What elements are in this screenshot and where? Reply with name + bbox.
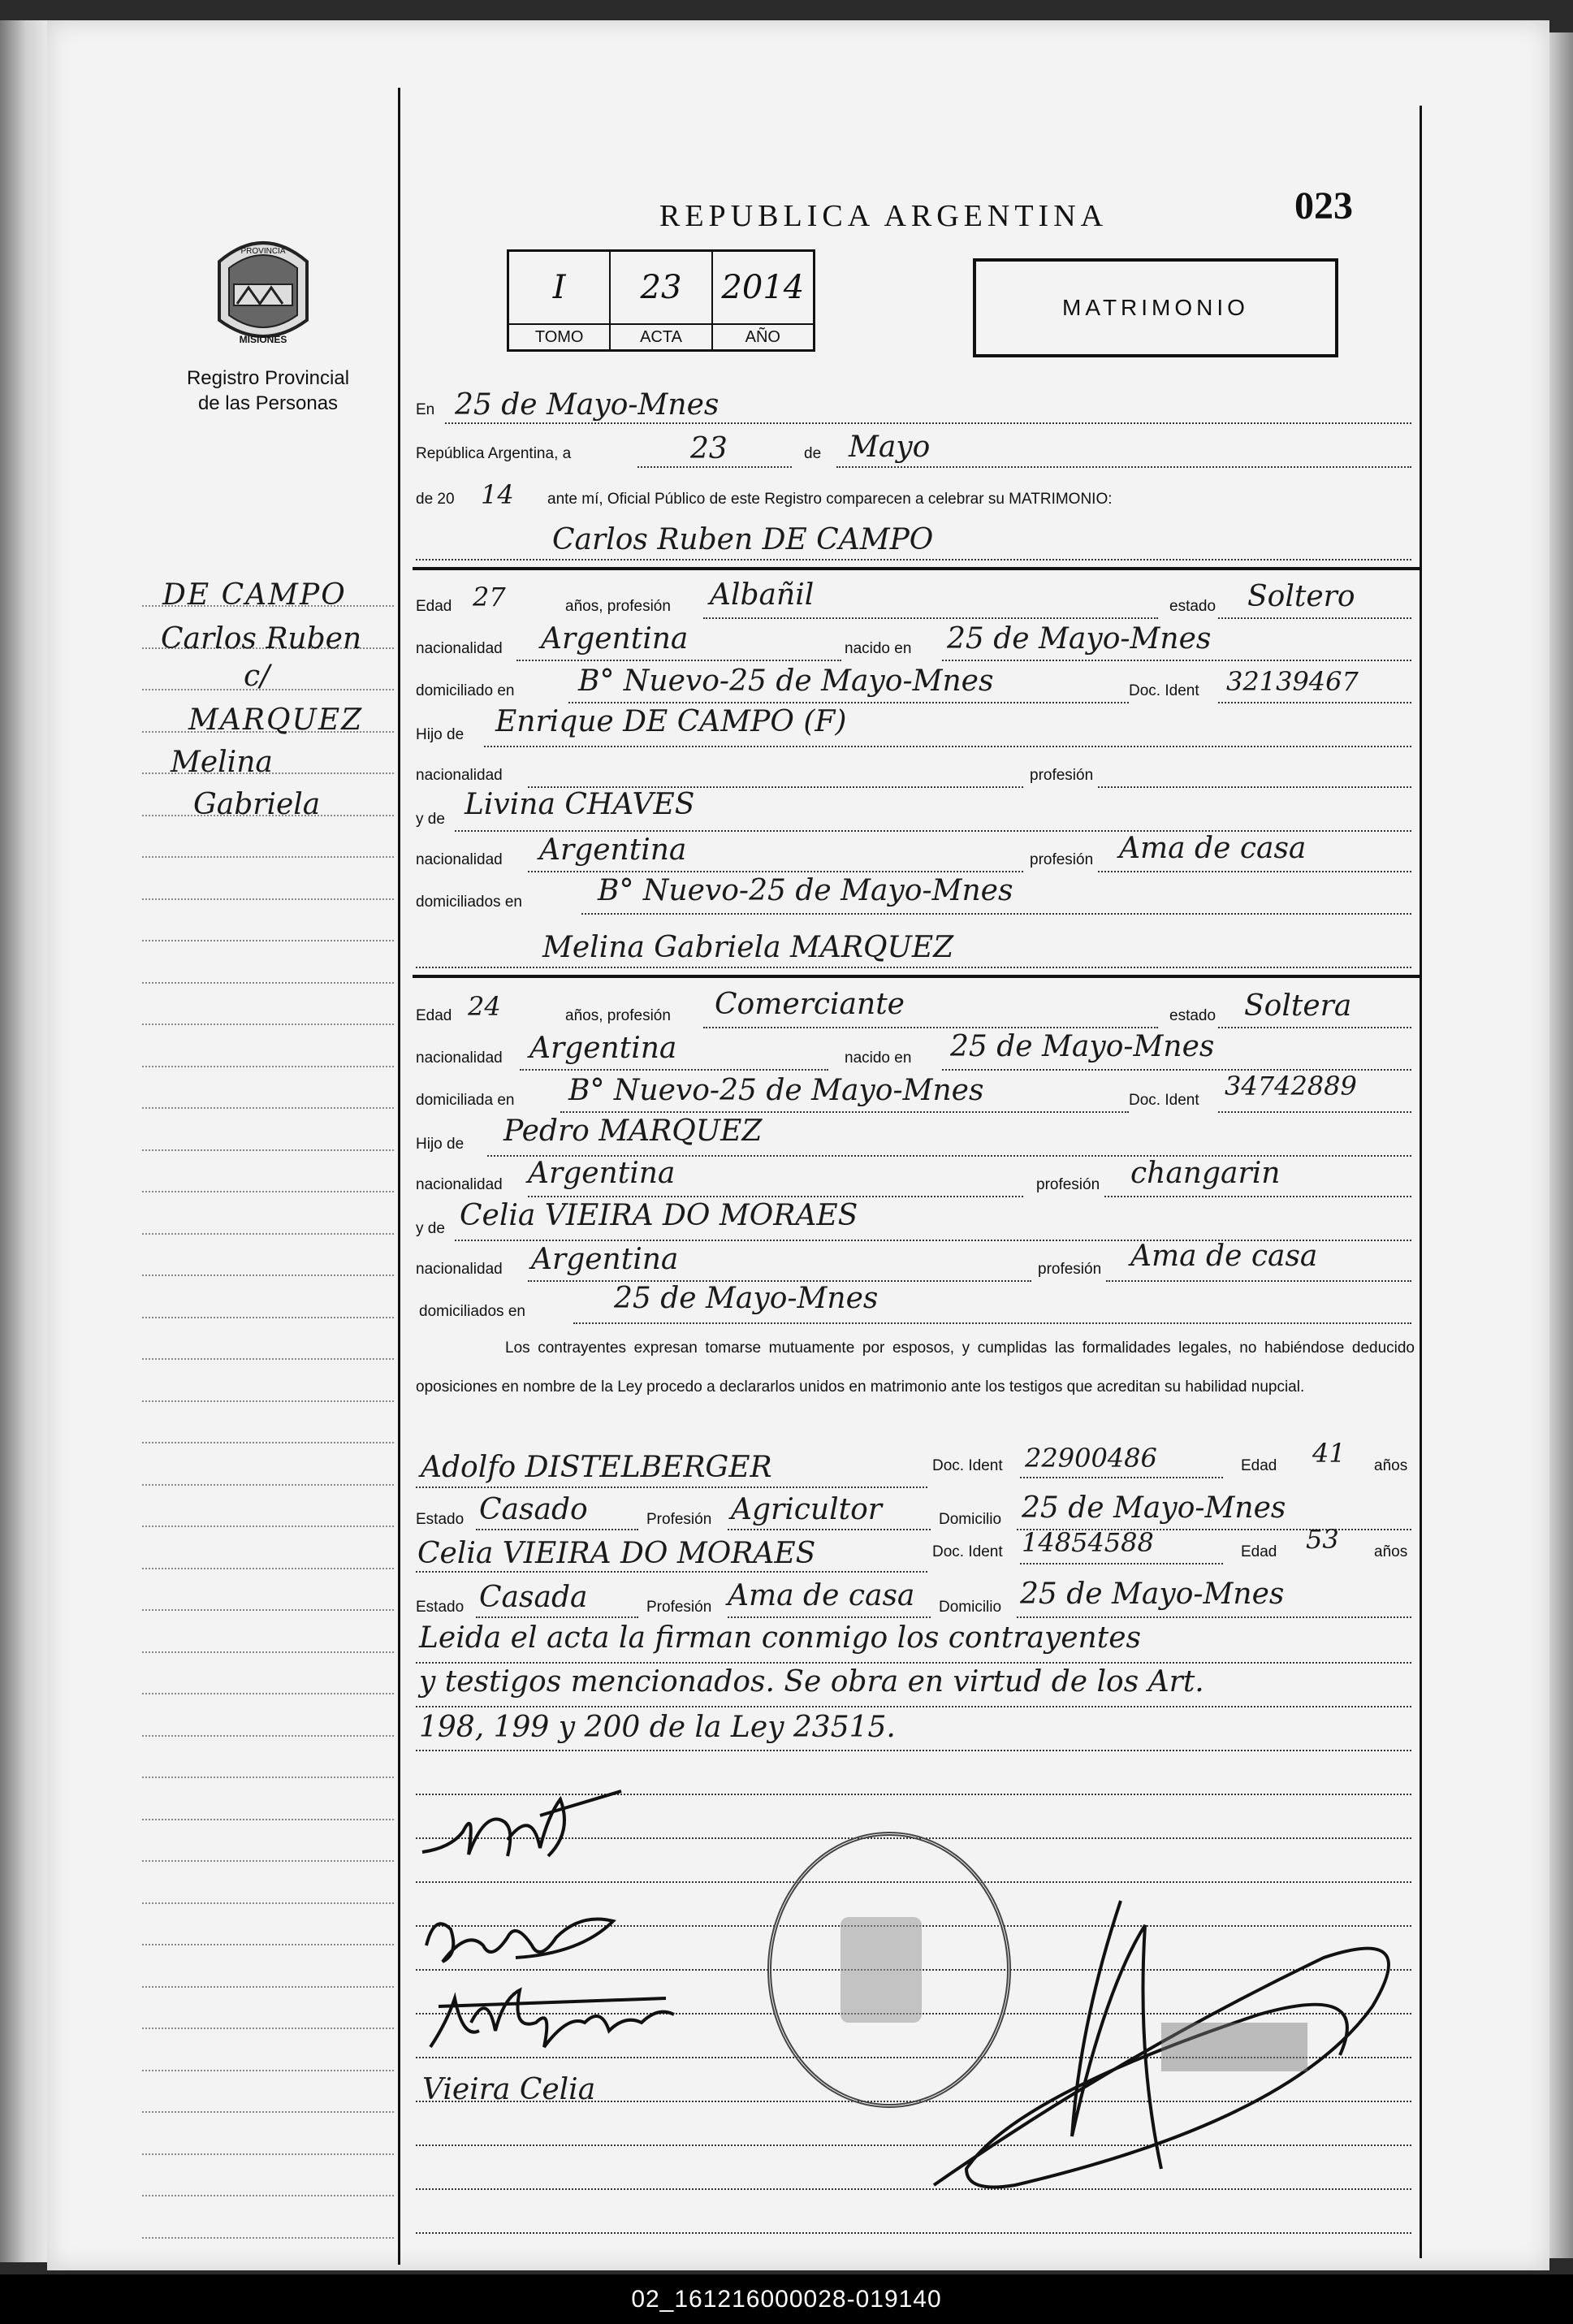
- acta-label: ACTA: [640, 328, 682, 346]
- bride-doc-label: Doc. Ident: [1129, 1092, 1199, 1109]
- bride-padre-nac: Argentina: [528, 1157, 676, 1190]
- bride-edad-label: Edad: [416, 1007, 452, 1024]
- bride-estado-label: estado: [1169, 1007, 1216, 1024]
- year-suffix: 14: [481, 479, 514, 510]
- witness-2-domicilio-line: [1017, 1616, 1411, 1618]
- book-page-edge: [1549, 32, 1573, 2258]
- groom-madre-nac-label: nacionalidad: [416, 851, 503, 868]
- witness-1-edad-label: Edad: [1241, 1457, 1277, 1474]
- seal-top-text: PROVINCIA: [240, 247, 286, 256]
- witness-1-estado-line: [476, 1529, 638, 1530]
- witness-2-anios-label: años: [1374, 1543, 1408, 1560]
- bride-domicilio-label: domiciliada en: [416, 1092, 515, 1109]
- record-reference-box: [507, 249, 815, 352]
- witness-1-doc: 22900486: [1025, 1443, 1157, 1474]
- groom-domicilio-line: [568, 702, 1129, 703]
- witness-2-edad: 53: [1306, 1524, 1339, 1555]
- groom-profesion: Albañil: [710, 578, 815, 612]
- groom-padre: Enrique DE CAMPO (F): [495, 705, 847, 738]
- groom-edad: 27: [473, 582, 506, 612]
- witness-1-profesion: Agricultor: [731, 1493, 882, 1526]
- bride-nacionalidad: Argentina: [529, 1032, 677, 1065]
- bride-padres-dom-label: domiciliados en: [419, 1303, 525, 1320]
- witness-2-signature: Vieira Celia: [422, 2073, 596, 2106]
- witness-1-name: Adolfo DISTELBERGER: [421, 1451, 772, 1484]
- margin-rule: [142, 1526, 394, 1527]
- margin-rule: [142, 1191, 394, 1192]
- bride-hijo-label: Hijo de: [416, 1136, 465, 1153]
- anio-cell: [713, 252, 813, 349]
- witness-2-doc-label: Doc. Ident: [932, 1543, 1003, 1560]
- margin-note-line-4: MARQUEZ: [188, 703, 364, 737]
- bride-profesion-label: años, profesión: [565, 1007, 671, 1024]
- groom-domicilio-label: domiciliado en: [416, 682, 515, 699]
- groom-nacido-label: nacido en: [845, 640, 912, 657]
- republica-label: República Argentina, a: [416, 445, 572, 462]
- bride-padre: Pedro MARQUEZ: [503, 1114, 763, 1148]
- bride-estado: Soltera: [1244, 989, 1352, 1023]
- bride-nacionalidad-line: [520, 1069, 828, 1071]
- groom-madre-prof: Ama de casa: [1119, 832, 1307, 865]
- groom-name: Carlos Ruben DE CAMPO: [552, 523, 934, 556]
- closing-line-3-rule: [416, 1750, 1411, 1751]
- anio-label: AÑO: [745, 328, 780, 346]
- bride-madre-nac-label: nacionalidad: [416, 1261, 503, 1278]
- witness-1-edad: 41: [1312, 1438, 1346, 1469]
- closing-line-2-rule: [416, 1706, 1411, 1707]
- groom-padres-dom: B° Nuevo-25 de Mayo-Mnes: [598, 874, 1013, 907]
- margin-rule: [142, 982, 394, 984]
- bride-madre-nac: Argentina: [531, 1243, 679, 1276]
- groom-padre-prof-line: [1098, 786, 1411, 788]
- margin-rule: [142, 1233, 394, 1235]
- registry-office-label: [154, 366, 382, 416]
- signature-rule: [416, 2232, 1411, 2234]
- margin-rule: [142, 2070, 394, 2071]
- bride-yde-label: y de: [416, 1220, 445, 1237]
- right-margin-border: [1420, 106, 1422, 2258]
- margin-rule: [142, 1107, 394, 1109]
- bride-padres-dom-line: [573, 1322, 1411, 1324]
- margin-rule: [142, 1358, 394, 1360]
- place-line: [445, 422, 1411, 424]
- witness-2-profesion: Ama de casa: [728, 1579, 915, 1612]
- officer-signature: [918, 1893, 1405, 2201]
- margin-rule: [142, 1066, 394, 1067]
- groom-profesion-label: años, profesión: [565, 598, 671, 615]
- groom-estado-line: [1218, 617, 1411, 619]
- margin-rule: [142, 1275, 394, 1276]
- book-spine-edge: [0, 20, 47, 2262]
- witness-2-estado-label: Estado: [416, 1599, 465, 1616]
- groom-estado: Soltero: [1247, 580, 1355, 613]
- groom-edad-label: Edad: [416, 598, 452, 615]
- groom-nacido: 25 de Mayo-Mnes: [947, 622, 1212, 656]
- bride-madre-prof-label: profesión: [1038, 1261, 1102, 1278]
- bride-nacido-label: nacido en: [845, 1049, 912, 1067]
- margin-rule: [142, 1609, 394, 1611]
- witness-2-domicilio: 25 de Mayo-Mnes: [1020, 1577, 1285, 1611]
- record-type-box: MATRIMONIO: [973, 258, 1338, 357]
- day-value: 23: [690, 432, 728, 465]
- groom-hijo-label: Hijo de: [416, 726, 465, 743]
- witness-1-profesion-label: Profesión: [646, 1511, 712, 1528]
- witness-2-doc: 14854588: [1022, 1527, 1154, 1558]
- witness-1-domicilio-label: Domicilio: [939, 1511, 1002, 1528]
- witness-1-profesion-line: [728, 1529, 931, 1530]
- witness-1-domicilio: 25 de Mayo-Mnes: [1022, 1491, 1286, 1525]
- month-value: Mayo: [849, 431, 931, 464]
- folio-number: 023: [1294, 184, 1353, 227]
- registry-office-line-1: Registro Provincial: [186, 367, 350, 389]
- bride-estado-line: [1218, 1027, 1411, 1028]
- bride-profesion: Comerciante: [715, 988, 905, 1021]
- tomo-value: I: [509, 252, 609, 325]
- bride-nacionalidad-label: nacionalidad: [416, 1049, 503, 1067]
- seal-bottom-text: MISIONES: [239, 334, 287, 345]
- groom-nacionalidad-line: [516, 660, 841, 661]
- groom-padres-dom-line: [581, 913, 1411, 915]
- margin-note-line-6: Gabriela: [193, 788, 321, 821]
- margin-rule: [142, 1735, 394, 1737]
- margin-rule: [142, 856, 394, 858]
- intro-text: ante mí, Oficial Público de este Registro comparecen a celebrar su MATRIMONIO:: [547, 491, 1113, 508]
- day-line: [637, 466, 792, 468]
- margin-rule: [142, 1944, 394, 1945]
- bride-padre-nac-label: nacionalidad: [416, 1176, 503, 1193]
- acta-cell: [611, 252, 712, 349]
- bride-profesion-line: [703, 1027, 1158, 1028]
- groom-madre: Livina CHAVES: [465, 788, 695, 821]
- month-line: [836, 466, 1411, 468]
- tomo-label: TOMO: [534, 328, 584, 346]
- witness-1-signature: [422, 1974, 682, 2063]
- margin-rule: [142, 898, 394, 900]
- groom-nacionalidad-label: nacionalidad: [416, 640, 503, 657]
- groom-domicilio: B° Nuevo-25 de Mayo-Mnes: [578, 664, 994, 698]
- bride-nacido: 25 de Mayo-Mnes: [950, 1030, 1215, 1063]
- witness-1-name-line: [416, 1487, 927, 1488]
- witness-1-anios-label: años: [1374, 1457, 1408, 1474]
- margin-rule: [142, 2153, 394, 2155]
- bride-padre-prof-label: profesión: [1036, 1176, 1100, 1193]
- witness-2-profesion-line: [728, 1616, 931, 1618]
- witness-2-name-line: [416, 1571, 927, 1573]
- margin-rule: [142, 1902, 394, 1904]
- margin-rule: [142, 1400, 394, 1402]
- witness-2-estado: Casada: [479, 1581, 588, 1614]
- groom-doc-line: [1218, 702, 1411, 703]
- bride-doc-line: [1218, 1111, 1411, 1113]
- margin-rule: [142, 1986, 394, 1988]
- margin-note-line-1: DE CAMPO: [162, 578, 347, 612]
- bride-padre-prof: changarin: [1130, 1157, 1281, 1190]
- bride-domicilio: B° Nuevo-25 de Mayo-Mnes: [568, 1074, 984, 1107]
- margin-note-line-3: c/: [244, 660, 270, 693]
- registry-office-line-2: de las Personas: [197, 392, 339, 414]
- closing-line-2: y testigos mencionados. Se obra en virtud de los Art.: [419, 1665, 1204, 1699]
- witness-2-estado-line: [476, 1616, 638, 1618]
- groom-estado-label: estado: [1169, 598, 1216, 615]
- bride-padre-nac-line: [528, 1196, 1023, 1197]
- margin-rule: [142, 1317, 394, 1318]
- margin-rule: [142, 1484, 394, 1486]
- bride-madre: Celia VIEIRA DO MORAES: [460, 1199, 858, 1232]
- bride-madre-prof: Ama de casa: [1130, 1240, 1318, 1273]
- place-value: 25 de Mayo-Mnes: [455, 388, 720, 422]
- groom-yde-label: y de: [416, 811, 445, 828]
- bride-padre-prof-line: [1104, 1196, 1411, 1197]
- witness-1-estado-label: Estado: [416, 1511, 465, 1528]
- groom-doc-label: Doc. Ident: [1129, 682, 1199, 699]
- margin-rule: [142, 2028, 394, 2029]
- witness-2-edad-label: Edad: [1241, 1543, 1277, 1560]
- country-heading: REPUBLICA ARGENTINA: [659, 199, 1108, 233]
- groom-padre-prof-label: profesión: [1030, 767, 1094, 784]
- en-label: En: [416, 401, 435, 418]
- scan-footer-id: 02_161216000028-019140: [0, 2274, 1573, 2324]
- groom-madre-prof-line: [1098, 871, 1411, 872]
- witness-2-name: Celia VIEIRA DO MORAES: [417, 1537, 816, 1570]
- groom-nacionalidad: Argentina: [541, 622, 689, 656]
- margin-rule: [142, 2195, 394, 2196]
- acta-value: 23: [611, 252, 711, 325]
- de-label: de: [804, 445, 822, 462]
- anio-value: 2014: [713, 252, 813, 325]
- margin-note-line-5: Melina: [171, 746, 273, 779]
- bride-madre-prof-line: [1106, 1280, 1411, 1282]
- witness-1-estado: Casado: [479, 1493, 588, 1526]
- margin-rule: [142, 1024, 394, 1025]
- bride-section-divider: [413, 975, 1420, 978]
- margin-rule: [142, 2111, 394, 2113]
- margin-rule: [142, 940, 394, 941]
- groom-padres-dom-label: domiciliados en: [416, 894, 522, 911]
- groom-name-line: [416, 559, 1411, 560]
- left-margin-border: [398, 88, 400, 2265]
- groom-doc: 32139467: [1226, 666, 1359, 697]
- margin-rule: [142, 1860, 394, 1862]
- year-prefix: de 20: [416, 491, 455, 508]
- bride-signature: [418, 1897, 621, 1986]
- witness-1-doc-line: [1020, 1477, 1223, 1478]
- witness-1-doc-label: Doc. Ident: [932, 1457, 1003, 1474]
- margin-rule: [142, 1777, 394, 1778]
- groom-padre-nac-label: nacionalidad: [416, 767, 503, 784]
- groom-padre-line: [484, 746, 1411, 747]
- tomo-cell: [509, 252, 611, 349]
- margin-rule: [142, 1819, 394, 1820]
- bride-domicilio-line: [560, 1111, 1129, 1113]
- margin-rule: [142, 2237, 394, 2239]
- margin-rule: [142, 1568, 394, 1569]
- groom-profesion-line: [703, 617, 1158, 619]
- groom-section-divider: [413, 567, 1420, 570]
- groom-madre-nac-line: [528, 871, 1023, 872]
- bride-doc: 34742889: [1225, 1071, 1357, 1101]
- provincial-seal-icon: [213, 229, 313, 351]
- margin-rule: [142, 1442, 394, 1443]
- bride-name: Melina Gabriela MARQUEZ: [542, 931, 954, 964]
- closing-line-1-rule: [416, 1662, 1411, 1664]
- margin-note-line-2: Carlos Ruben: [161, 622, 362, 656]
- official-seal-emblem: [841, 1917, 922, 2023]
- margin-rule: [142, 1149, 394, 1151]
- groom-madre-prof-label: profesión: [1030, 851, 1094, 868]
- witness-2-doc-line: [1020, 1563, 1223, 1564]
- witness-2-profesion-label: Profesión: [646, 1599, 712, 1616]
- closing-line-1: Leida el acta la firman conmigo los contrayentes: [419, 1621, 1141, 1655]
- closing-line-3: 198, 199 y 200 de la Ley 23515.: [419, 1711, 896, 1744]
- declaration-text: Los contrayentes expresan tomarse mutuamente por esposos, y cumplidas las formalidades legales, no habiéndose deducido oposiciones en nombre de la Ley procedo a declararlos unidos en matrimonio ante los testigos que acreditan su habilidad nupcial.: [416, 1339, 1415, 1396]
- bride-edad: 24: [468, 991, 501, 1022]
- bride-name-line: [416, 967, 1411, 968]
- witness-2-domicilio-label: Domicilio: [939, 1599, 1002, 1616]
- bride-padres-dom: 25 de Mayo-Mnes: [614, 1282, 879, 1315]
- groom-nacido-line: [942, 660, 1411, 661]
- margin-rule: [142, 1693, 394, 1694]
- margin-rule: [142, 1651, 394, 1653]
- groom-madre-nac: Argentina: [539, 833, 687, 867]
- groom-signature: [418, 1783, 629, 1880]
